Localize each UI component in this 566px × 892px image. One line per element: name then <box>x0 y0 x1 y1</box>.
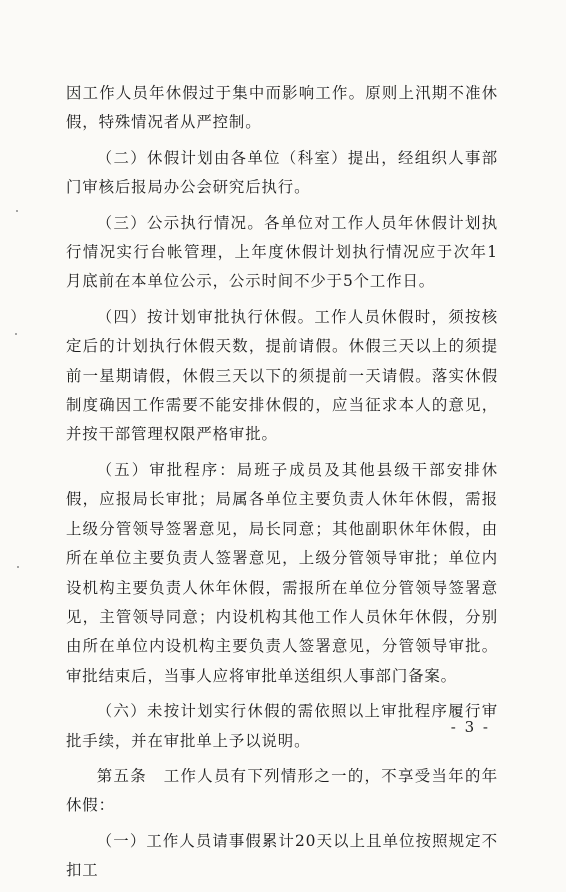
paragraph-7: （一）工作人员请事假累计20天以上且单位按照规定不扣工 <box>66 831 498 880</box>
paragraph-0: 因工作人员年休假过于集中而影响工作。原则上汛期不准休假，特殊情况者从严控制。 <box>66 84 498 132</box>
paragraph-5: （六）未按计划实行休假的需依照以上审批程序履行审批手续，并在审批单上予以说明。 <box>66 702 498 750</box>
paragraph-6: 第五条 工作人员有下列情形之一的，不享受当年的年休假： <box>66 766 498 815</box>
document-body <box>66 79 498 892</box>
paragraph-4: （五）审批程序：局班子成员及其他县级干部安排休假，应报局长审批；局属各单位主要负责人休年休假，需报上级分管领导签署意见，局长同意；其他副职休年休假，由所在单位主要负责人签署意见，上级分管领导审批；单位内设机构主要负责人休年休假，需报所在单位分管领导签署意见，主管领导同意；内设机构其他工作人员休年休假，分别由所在单位内设机构主要负责人签署意见，分管领导审批。审批结束后，当事人应将审批单送组织人事部门备案。 <box>66 460 498 685</box>
paragraph-3: （四）按计划审批执行休假。工作人员休假时，须按核定后的计划执行休假天数，提前请假。休假三天以上的须提前一星期请假，休假三天以下的须提前一天请假。落实休假制度确因工作需要不能安排休假的，应当征求本人的意见，并按干部管理权限严格审批。 <box>66 307 498 444</box>
paragraph-1: （二）休假计划由各单位（科室）提出，经组织人事部门审核后报局办公会研究后执行。 <box>66 148 498 197</box>
scan-speck <box>16 210 18 212</box>
page-number: - 3 - <box>450 718 490 736</box>
scan-speck <box>17 566 19 568</box>
paragraph-2: （三）公示执行情况。各单位对工作人员年休假计划执行情况实行台帐管理，上年度休假计划执行情况应于次年1月底前在本单位公示，公示时间不少于5个工作日。 <box>66 213 498 291</box>
scan-speck <box>15 333 17 335</box>
